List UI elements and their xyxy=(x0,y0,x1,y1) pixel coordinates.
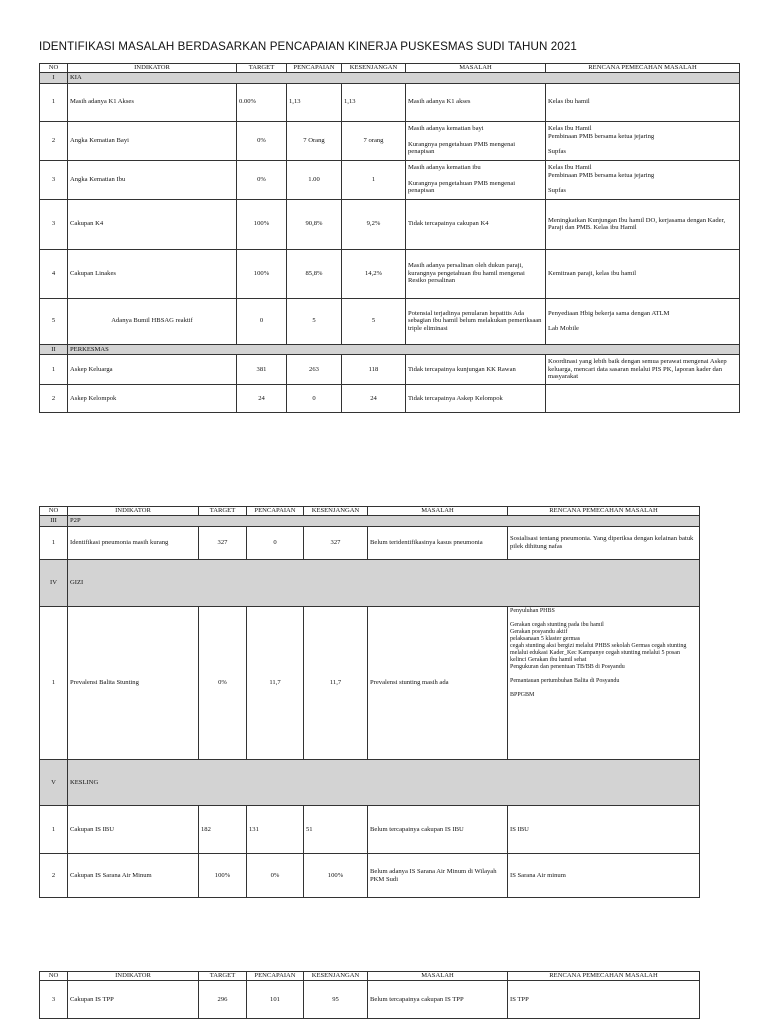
row-target: 182 xyxy=(199,806,247,854)
row-kesenjangan: 100% xyxy=(304,854,368,898)
table-kesling-continued xyxy=(39,971,700,1019)
row-indikator: Angka Kematian Ibu xyxy=(68,160,237,199)
row-kesenjangan: 24 xyxy=(342,385,406,413)
header-kesenjangan: KESENJANGAN xyxy=(304,507,368,516)
header-target: TARGET xyxy=(199,972,247,981)
row-kesenjangan: 14,2% xyxy=(342,249,406,298)
row-pencapaian: 90,8% xyxy=(287,199,342,249)
header-row xyxy=(40,64,740,73)
row-target: 0 xyxy=(237,298,287,344)
row-kesenjangan: 1,13 xyxy=(342,83,406,121)
header-no: NO xyxy=(40,972,68,981)
table-p2p-gizi-kesling xyxy=(39,506,700,898)
row-indikator: Cakupan IS TPP xyxy=(68,981,199,1019)
row-masalah: Belum adanya IS Sarana Air Minum di Wilayah PKM Sudi xyxy=(368,854,508,898)
row-rencana: Kelas ibu hamil xyxy=(546,83,740,121)
section-row-kia xyxy=(40,73,740,84)
table-row xyxy=(40,160,740,199)
row-rencana xyxy=(546,385,740,413)
header-kesenjangan: KESENJANGAN xyxy=(304,972,368,981)
page-title: IDENTIFIKASI MASALAH BERDASARKAN PENCAPAIAN KINERJA PUSKESMAS SUDI TAHUN 2021 xyxy=(39,40,577,53)
row-target: 0% xyxy=(237,160,287,199)
table-row xyxy=(40,981,700,1019)
table-row xyxy=(40,527,700,560)
row-masalah: Belum teridentifikasinya kasus pneumonia xyxy=(368,527,508,560)
header-pencapaian: PENCAPAIAN xyxy=(247,507,304,516)
row-kesenjangan: 7 orang xyxy=(342,121,406,160)
header-row xyxy=(40,972,700,981)
header-masalah: MASALAH xyxy=(368,507,508,516)
section-row-gizi xyxy=(40,560,700,607)
row-indikator: Adanya Bumil HBSAG reaktif xyxy=(68,298,237,344)
section-name: KIA xyxy=(68,73,740,84)
row-kesenjangan: 95 xyxy=(304,981,368,1019)
row-indikator: Angka Kematian Bayi xyxy=(68,121,237,160)
row-rencana: Koordinasi yang lebih baik dengan semua perawat mengenai Askep keluarga, mencari data sasaran melalui PIS PK, laporan kader dan masyarakat xyxy=(546,355,740,385)
row-kesenjangan: 51 xyxy=(304,806,368,854)
row-masalah: Belum tercapainya cakupan IS IBU xyxy=(368,806,508,854)
header-rencana: RENCANA PEMECAHAN MASALAH xyxy=(546,64,740,73)
header-rencana: RENCANA PEMECAHAN MASALAH xyxy=(508,972,700,981)
row-target: 296 xyxy=(199,981,247,1019)
row-masalah: Tidak tercapainya Askep Kelompok xyxy=(406,385,546,413)
section-row-kesling xyxy=(40,760,700,806)
table-row xyxy=(40,806,700,854)
table-kia-perkesmas xyxy=(39,63,740,413)
table-row xyxy=(40,385,740,413)
row-target: 381 xyxy=(237,355,287,385)
row-indikator: Masih adanya K1 Akses xyxy=(68,83,237,121)
row-no: 1 xyxy=(40,527,68,560)
row-no: 1 xyxy=(40,83,68,121)
row-no: 5 xyxy=(40,298,68,344)
row-no: 1 xyxy=(40,806,68,854)
row-rencana: Penyediaan Hbig bekerja sama dengan ATLM Lab Mobile xyxy=(546,298,740,344)
row-target: 0.00% xyxy=(237,83,287,121)
section-no: IV xyxy=(40,560,68,607)
row-kesenjangan: 327 xyxy=(304,527,368,560)
row-kesenjangan: 1 xyxy=(342,160,406,199)
header-masalah: MASALAH xyxy=(368,972,508,981)
row-masalah: Masih adanya K1 akses xyxy=(406,83,546,121)
row-pencapaian: 5 xyxy=(287,298,342,344)
row-pencapaian: 1.00 xyxy=(287,160,342,199)
row-kesenjangan: 11,7 xyxy=(304,607,368,760)
row-pencapaian: 101 xyxy=(247,981,304,1019)
header-kesenjangan: KESENJANGAN xyxy=(342,64,406,73)
row-target: 24 xyxy=(237,385,287,413)
section-name: KESLING xyxy=(68,760,700,806)
header-no: NO xyxy=(40,64,68,73)
section-row-perkesmas xyxy=(40,344,740,355)
row-no: 3 xyxy=(40,160,68,199)
row-rencana: Kelas Ibu Hamil Pembinaan PMB bersama ketua jejaring Supfas xyxy=(546,160,740,199)
row-indikator: Askep Kelompok xyxy=(68,385,237,413)
section-no: II xyxy=(40,344,68,355)
header-no: NO xyxy=(40,507,68,516)
row-target: 100% xyxy=(237,199,287,249)
row-pencapaian: 11,7 xyxy=(247,607,304,760)
row-masalah: Tidak tercapainya kunjungan KK Rawan xyxy=(406,355,546,385)
header-pencapaian: PENCAPAIAN xyxy=(247,972,304,981)
row-masalah: Masih adanya persalinan oleh dukun paraji, kurangnya pengetahuan ibu hamil mengenai Resiko persalinan xyxy=(406,249,546,298)
row-pencapaian: 0 xyxy=(247,527,304,560)
row-rencana: Penyuluhan PHBS Gerakan cegah stunting pada ibu hamil Gerakan posyandu aktif pelaksanaan 5 klaster germas cegah stunting aksi bergizi melalui PHBS sekolah Germas cegah stunting melalui edukasi Kader_Kec Kampanye cegah stunting melalui 5 posan kelinci Gerakan ibu hamil sehat Pengukuran dan penentuan TB/BB di Posyandu Pemantauan pertumbuhan Balita di Posyandu BPPGBM xyxy=(508,607,700,760)
row-kesenjangan: 9,2% xyxy=(342,199,406,249)
section-row-p2p xyxy=(40,516,700,527)
row-rencana: Kelas Ibu Hamil Pembinaan PMB bersama ketua jejaring Supfas xyxy=(546,121,740,160)
row-indikator: Prevalensi Balita Stunting xyxy=(68,607,199,760)
row-target: 100% xyxy=(199,854,247,898)
row-indikator: Cakupan IS IBU xyxy=(68,806,199,854)
header-pencapaian: PENCAPAIAN xyxy=(287,64,342,73)
row-pencapaian: 7 Orang xyxy=(287,121,342,160)
row-no: 2 xyxy=(40,121,68,160)
header-target: TARGET xyxy=(199,507,247,516)
table-row xyxy=(40,607,700,760)
row-masalah: Masih adanya kematian ibu Kurangnya pengetahuan PMB mengenai penapisan xyxy=(406,160,546,199)
row-no: 2 xyxy=(40,385,68,413)
row-target: 327 xyxy=(199,527,247,560)
row-kesenjangan: 118 xyxy=(342,355,406,385)
section-name: P2P xyxy=(68,516,700,527)
table-row xyxy=(40,355,740,385)
header-indikator: INDIKATOR xyxy=(68,507,199,516)
row-rencana: Meningkatkan Kunjungan Ibu hamil DO, kerjasama dengan Kader, Paraji dan PMB. Kelas ibu Hamil xyxy=(546,199,740,249)
row-pencapaian: 263 xyxy=(287,355,342,385)
header-indikator: INDIKATOR xyxy=(68,972,199,981)
table-row xyxy=(40,298,740,344)
row-masalah: Tidak tercapainya cakupan K4 xyxy=(406,199,546,249)
row-masalah: Prevalensi stunting masih ada xyxy=(368,607,508,760)
table-row xyxy=(40,199,740,249)
section-no: III xyxy=(40,516,68,527)
row-no: 4 xyxy=(40,249,68,298)
section-name: PERKESMAS xyxy=(68,344,740,355)
table-row xyxy=(40,854,700,898)
section-no: V xyxy=(40,760,68,806)
header-row xyxy=(40,507,700,516)
row-indikator: Cakupan IS Sarana Air Minum xyxy=(68,854,199,898)
row-indikator: Cakupan K4 xyxy=(68,199,237,249)
row-indikator: Askep Keluarga xyxy=(68,355,237,385)
row-target: 0% xyxy=(199,607,247,760)
row-masalah: Potensial terjadinya penularan hepatitis Ada sebagian ibu hamil belum melakukan pemeriksaan triple eliminasi xyxy=(406,298,546,344)
row-no: 3 xyxy=(40,199,68,249)
row-indikator: Identifikasi pneumonia masih kurang xyxy=(68,527,199,560)
row-kesenjangan: 5 xyxy=(342,298,406,344)
row-pencapaian: 85,8% xyxy=(287,249,342,298)
row-masalah: Masih adanya kematian bayi Kurangnya pengetahuan PMB mengenai penapisan xyxy=(406,121,546,160)
table-row xyxy=(40,83,740,121)
header-masalah: MASALAH xyxy=(406,64,546,73)
row-rencana: Sosialisasi tentang pneumonia. Yang diperiksa dengan kelainan batuk pilek dihitung nafas xyxy=(508,527,700,560)
section-name: GIZI xyxy=(68,560,700,607)
row-pencapaian: 131 xyxy=(247,806,304,854)
row-pencapaian: 1,13 xyxy=(287,83,342,121)
header-indikator: INDIKATOR xyxy=(68,64,237,73)
row-pencapaian: 0 xyxy=(287,385,342,413)
row-no: 3 xyxy=(40,981,68,1019)
table-row xyxy=(40,121,740,160)
row-rencana: IS Sarana Air minum xyxy=(508,854,700,898)
row-masalah: Belum tercapainya cakupan IS TPP xyxy=(368,981,508,1019)
row-rencana: Kemitraan paraji, kelas ibu hamil xyxy=(546,249,740,298)
row-no: 2 xyxy=(40,854,68,898)
row-indikator: Cakupan Linakes xyxy=(68,249,237,298)
section-no: I xyxy=(40,73,68,84)
row-rencana: IS TPP xyxy=(508,981,700,1019)
header-target: TARGET xyxy=(237,64,287,73)
table-row xyxy=(40,249,740,298)
row-target: 0% xyxy=(237,121,287,160)
row-rencana: IS IBU xyxy=(508,806,700,854)
row-no: 1 xyxy=(40,607,68,760)
row-pencapaian: 0% xyxy=(247,854,304,898)
row-no: 1 xyxy=(40,355,68,385)
row-target: 100% xyxy=(237,249,287,298)
header-rencana: RENCANA PEMECAHAN MASALAH xyxy=(508,507,700,516)
